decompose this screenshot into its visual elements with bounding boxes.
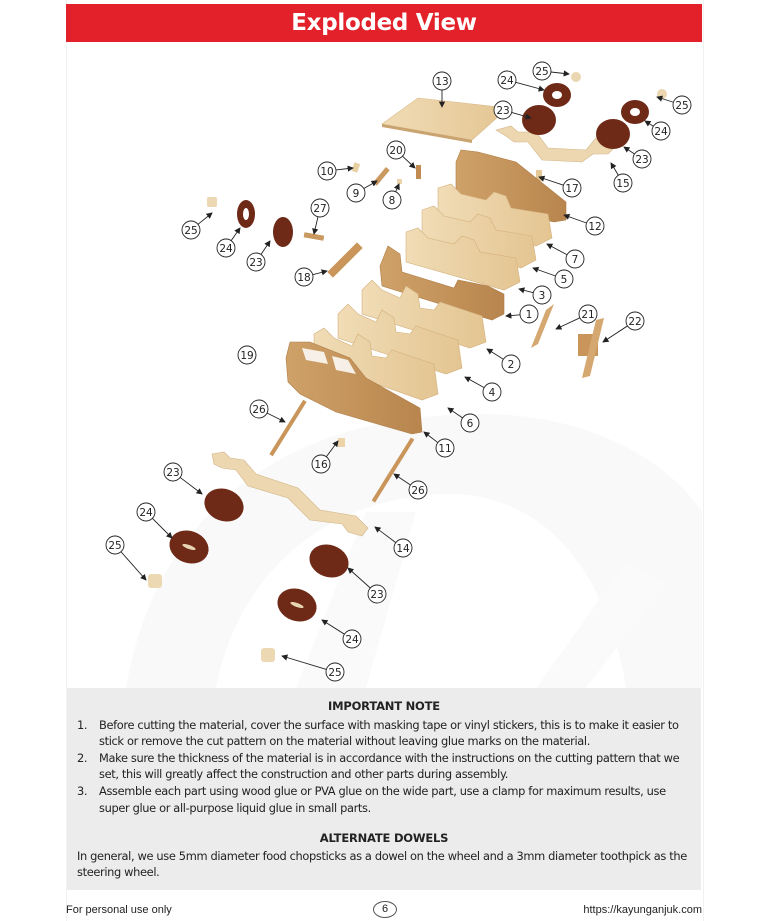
leader-arrow (313, 271, 327, 275)
callout-number: 27 (313, 202, 327, 215)
callout-number: 25 (535, 65, 549, 78)
leader-arrow (519, 289, 533, 293)
note-number: 1. (77, 717, 88, 732)
part-22-seat (578, 318, 604, 378)
callout-part-25 (533, 62, 569, 80)
callout-number: 9 (352, 187, 360, 200)
callout-part-15 (611, 163, 632, 192)
leader-arrow (364, 181, 377, 189)
callout-part-10 (318, 162, 353, 180)
callout-number: 23 (496, 104, 510, 117)
note-number: 3. (77, 783, 88, 798)
callout-number: 6 (466, 417, 474, 430)
note-item (77, 750, 691, 783)
leader-arrow (603, 326, 627, 342)
callout-number: 3 (538, 289, 546, 302)
callout-part-9 (347, 181, 377, 202)
callout-part-22 (603, 312, 644, 342)
callout-number: 23 (635, 153, 649, 166)
leader-arrow (551, 72, 569, 74)
leader-arrow (547, 244, 567, 255)
note-number: 2. (77, 750, 88, 765)
important-note-heading: IMPORTANT NOTE (328, 699, 440, 713)
callout-part-8 (383, 184, 401, 209)
callout-number: 25 (108, 539, 122, 552)
part-18-bar (327, 242, 362, 277)
part-26-dowel (269, 400, 306, 456)
callout-number: 11 (438, 442, 452, 455)
callout-number: 18 (297, 271, 311, 284)
callout-part-26 (250, 400, 285, 422)
footer-website-link[interactable]: https://kayunganjuk.com (583, 904, 702, 916)
leader-arrow (267, 413, 285, 422)
callout-number: 26 (252, 403, 266, 416)
leader-arrow (180, 477, 202, 494)
callout-number: 12 (588, 220, 602, 233)
page-footer (66, 901, 702, 919)
part-16-peg (338, 438, 345, 447)
callout-part-27 (311, 199, 329, 234)
callout-number: 25 (184, 224, 198, 237)
callout-part-18 (295, 268, 327, 286)
callout-part-7 (547, 244, 584, 268)
page-title: Exploded View (291, 10, 477, 36)
callout-number: 15 (616, 177, 630, 190)
note-text: Make sure the thickness of the material is in accordance with the instructions on the cutting pattern that we set, this will greatly affect the construction and other parts during assembly. (99, 750, 680, 782)
note-text: Assemble each part using wood glue or PVA glue on the wide part, use a clamp for maximum results, use super glue or all-purpose liquid glue in small parts. (99, 783, 666, 815)
leader-arrow (624, 147, 635, 154)
callout-number: 24 (219, 242, 233, 255)
note-text: Before cutting the material, cover the surface with masking tape or vinyl stickers, this is to make it easier to stick or remove the cut pattern on the material without leaving glue marks on the material. (99, 717, 679, 749)
callout-number: 7 (571, 253, 579, 266)
footer-license-text: For personal use only (66, 904, 172, 916)
callout-part-3 (519, 286, 551, 304)
exploded-view-diagram (66, 42, 702, 688)
callout-part-25 (657, 96, 691, 114)
callout-part-25 (182, 213, 212, 239)
leader-arrow (152, 518, 172, 538)
callout-number: 8 (388, 194, 396, 207)
leader-arrow (564, 215, 587, 223)
callout-number: 5 (560, 273, 568, 286)
leader-arrow (533, 268, 556, 276)
note-item (77, 717, 691, 750)
callout-number: 23 (370, 588, 384, 601)
callout-number: 23 (166, 466, 180, 479)
callout-number: 13 (435, 75, 449, 88)
part-13-roof-panel (382, 98, 508, 143)
alternate-dowels-heading: ALTERNATE DOWELS (319, 831, 449, 846)
callout-number: 21 (581, 308, 595, 321)
leader-arrow (516, 82, 544, 90)
callout-number: 14 (396, 542, 410, 555)
leader-arrow (261, 241, 270, 255)
callout-part-4 (465, 377, 501, 401)
leader-arrow (556, 318, 580, 329)
callout-number: 4 (488, 386, 496, 399)
callout-part-25 (106, 536, 146, 580)
leader-arrow (121, 552, 146, 580)
callout-part-2 (487, 349, 520, 373)
callout-number: 10 (320, 165, 334, 178)
callout-part-21 (556, 305, 597, 329)
callout-number: 24 (654, 125, 668, 138)
callout-number: 2 (507, 358, 515, 371)
header-bar (66, 4, 702, 42)
callout-number: 16 (314, 458, 328, 471)
leader-arrow (314, 217, 318, 234)
callout-part-23 (494, 101, 531, 119)
leader-arrow (231, 228, 240, 241)
leader-arrow (645, 121, 653, 126)
callout-number: 17 (565, 182, 579, 195)
callout-part-20 (387, 141, 415, 168)
callout-part-12 (564, 215, 604, 235)
callout-part-5 (533, 268, 573, 288)
leader-arrow (336, 168, 353, 170)
alternate-dowels-text: In general, we use 5mm diameter food chopsticks as a dowel on the wheel and a 3mm diameter toothpick as the steering wheel. (77, 848, 687, 880)
callout-number: 25 (328, 666, 342, 679)
callout-number: 1 (525, 308, 533, 321)
leader-arrow (403, 156, 415, 168)
callout-number: 20 (389, 144, 403, 157)
callout-number: 25 (675, 99, 689, 112)
callout-number: 19 (240, 349, 254, 362)
callout-part-24 (645, 121, 670, 140)
leader-arrow (611, 163, 618, 175)
callout-part-23 (164, 463, 202, 494)
leader-arrow (487, 349, 503, 359)
callout-number: 23 (249, 256, 263, 269)
callout-part-19 (238, 346, 256, 364)
callout-part-23 (247, 241, 270, 271)
note-item (77, 783, 691, 816)
leader-arrow (465, 377, 484, 388)
leader-arrow (506, 315, 520, 316)
callout-part-24 (217, 228, 240, 257)
page-number-badge: 6 (373, 901, 397, 918)
leader-arrow (396, 184, 399, 192)
callout-number: 22 (628, 315, 642, 328)
callout-number: 24 (500, 74, 514, 87)
important-note-box (67, 688, 701, 890)
important-note-list (77, 717, 691, 817)
callout-part-23 (624, 147, 651, 168)
callout-number: 24 (345, 633, 359, 646)
leader-arrow (198, 213, 212, 224)
callout-number: 24 (139, 506, 153, 519)
callout-part-1 (506, 305, 538, 323)
callout-part-24 (137, 503, 172, 538)
wheel-set-top-right (522, 72, 667, 149)
callout-number: 26 (411, 484, 425, 497)
